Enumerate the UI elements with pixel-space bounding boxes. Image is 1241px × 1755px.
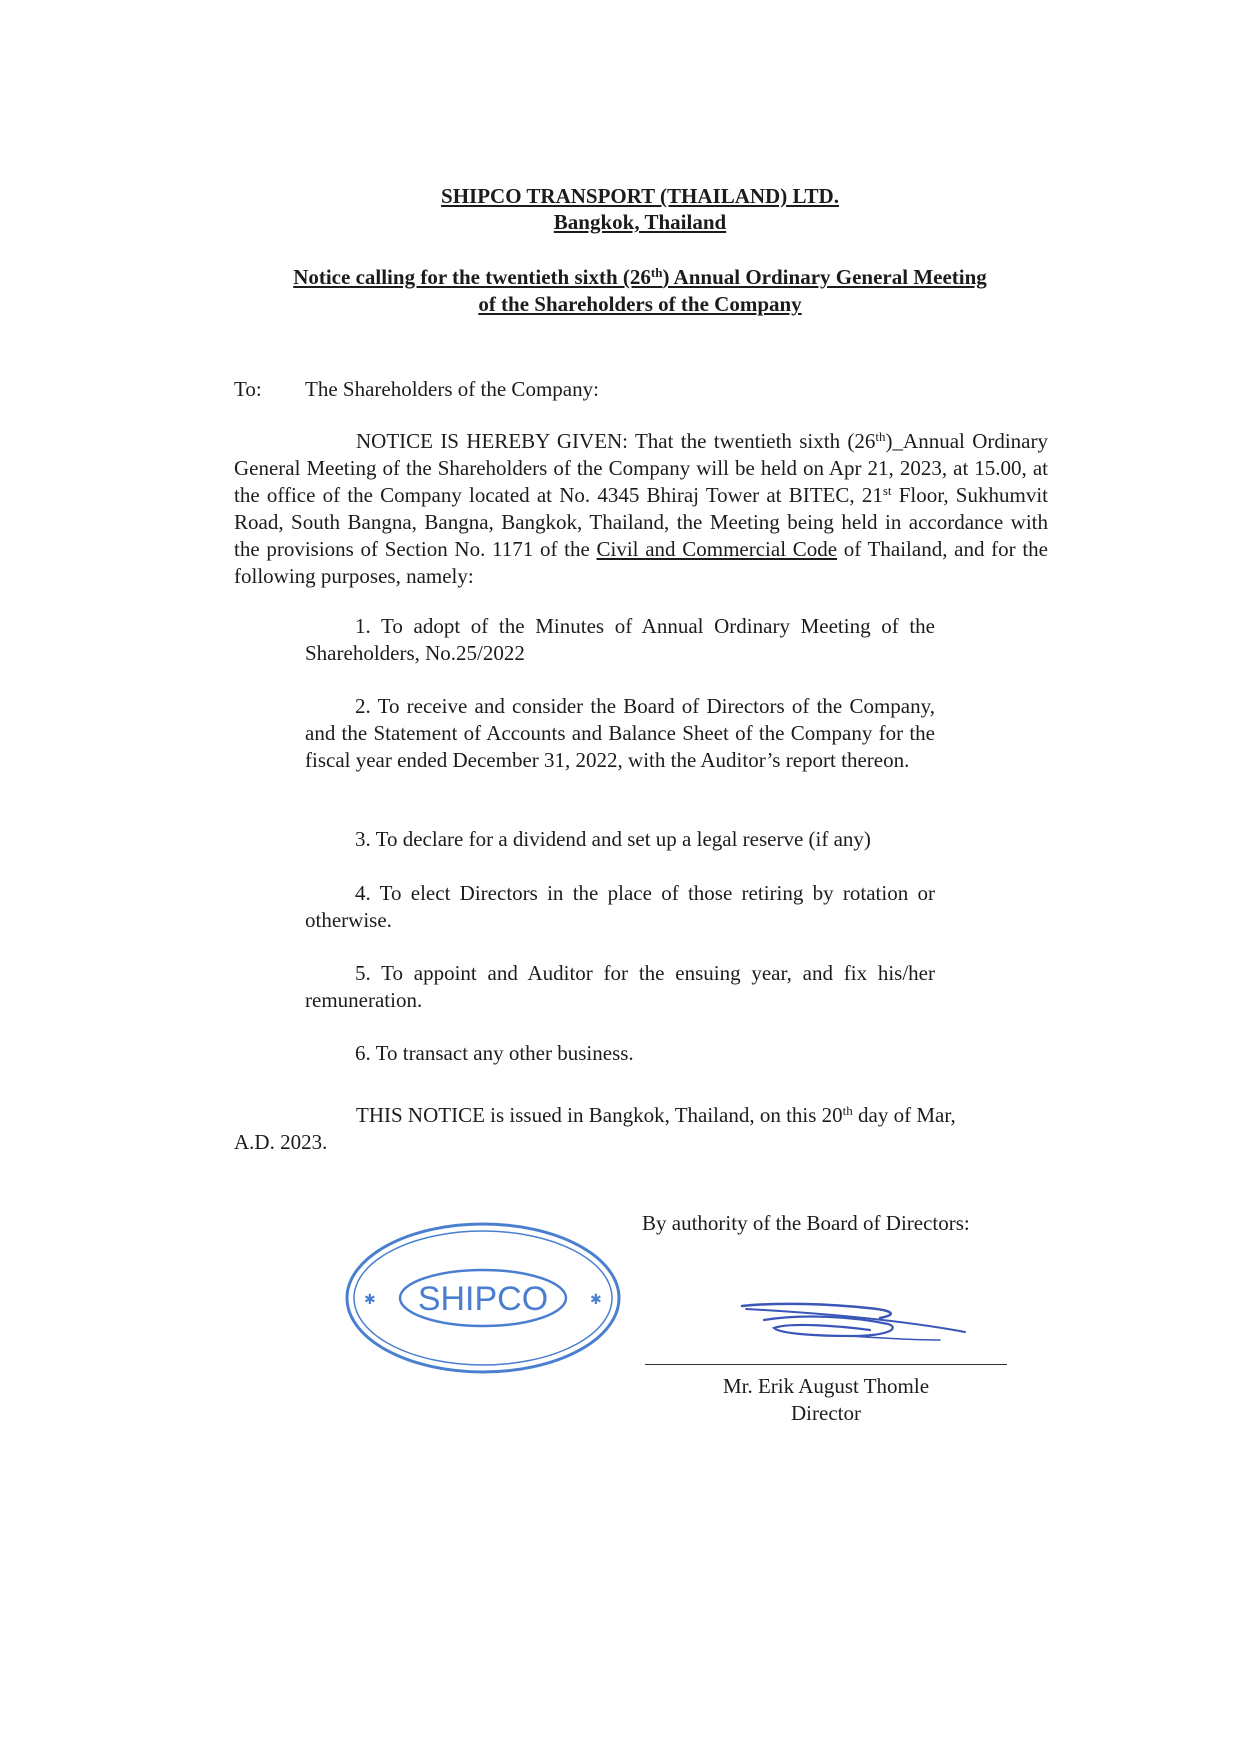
addressee-value: The Shareholders of the Company: xyxy=(305,377,599,401)
company-location: Bangkok, Thailand xyxy=(553,210,727,234)
agenda-item-1: 1. To adopt of the Minutes of Annual Ordinary Meeting of the Shareholders, No.25/2022 xyxy=(305,614,935,665)
company-name: SHIPCO TRANSPORT (THAILAND) LTD. xyxy=(441,184,839,208)
director-signature xyxy=(740,1296,970,1356)
closing-paragraph: THIS NOTICE is issued in Bangkok, Thailand, on this 20th day of Mar, A.D. 2023. xyxy=(234,1103,956,1154)
svg-text:SHIPCO: SHIPCO xyxy=(417,1280,549,1318)
signature-line xyxy=(645,1364,1007,1365)
agenda-item-5: 5. To appoint and Auditor for the ensuing year, and fix his/her remuneration. xyxy=(305,961,935,1012)
svg-text:✱: ✱ xyxy=(364,1293,376,1308)
agenda-item-2: 2. To receive and consider the Board of Directors of the Company, and the Statement of Accounts and Balance Sheet of the Company for the fiscal year ended December 31, 2022, with the Auditor’s report thereon. xyxy=(305,694,935,772)
svg-text:✱: ✱ xyxy=(590,1293,602,1308)
signer-block xyxy=(645,1373,1007,1427)
notice-title-line2: of the Shareholders of the Company xyxy=(478,292,802,316)
addressee-label: To: xyxy=(234,377,262,401)
signer-name: Mr. Erik August Thomle xyxy=(722,1374,930,1398)
company-seal xyxy=(342,1218,624,1376)
civil-commercial-code: Civil and Commercial Code xyxy=(596,537,838,561)
signer-title: Director xyxy=(791,1401,861,1425)
authority-line: By authority of the Board of Directors: xyxy=(642,1211,970,1235)
agenda-item-3: 3. To declare for a dividend and set up a legal reserve (if any) xyxy=(355,827,871,851)
agenda-item-6: 6. To transact any other business. xyxy=(355,1041,634,1065)
notice-paragraph: NOTICE IS HEREBY GIVEN: That the twentieth sixth (26th)_Annual Ordinary General Meeting of the Shareholders of the Company will be held on Apr 21, 2023, at 15.00, at the office of the Company located at No. 4345 Bhiraj Tower at BITEC, 21st Floor, Sukhumvit Road, South Bangna, Bangna, Bangkok, Thailand, the Meeting being held in accordance with the provisions of Section No. 1171 of the Civil and Commercial Code of Thailand, and for the following purposes, namely: xyxy=(234,429,1048,588)
agenda-item-4: 4. To elect Directors in the place of those retiring by rotation or otherwise. xyxy=(305,881,935,932)
notice-title-line1: Notice calling for the twentieth sixth (26th) Annual Ordinary General Meeting xyxy=(293,265,987,289)
